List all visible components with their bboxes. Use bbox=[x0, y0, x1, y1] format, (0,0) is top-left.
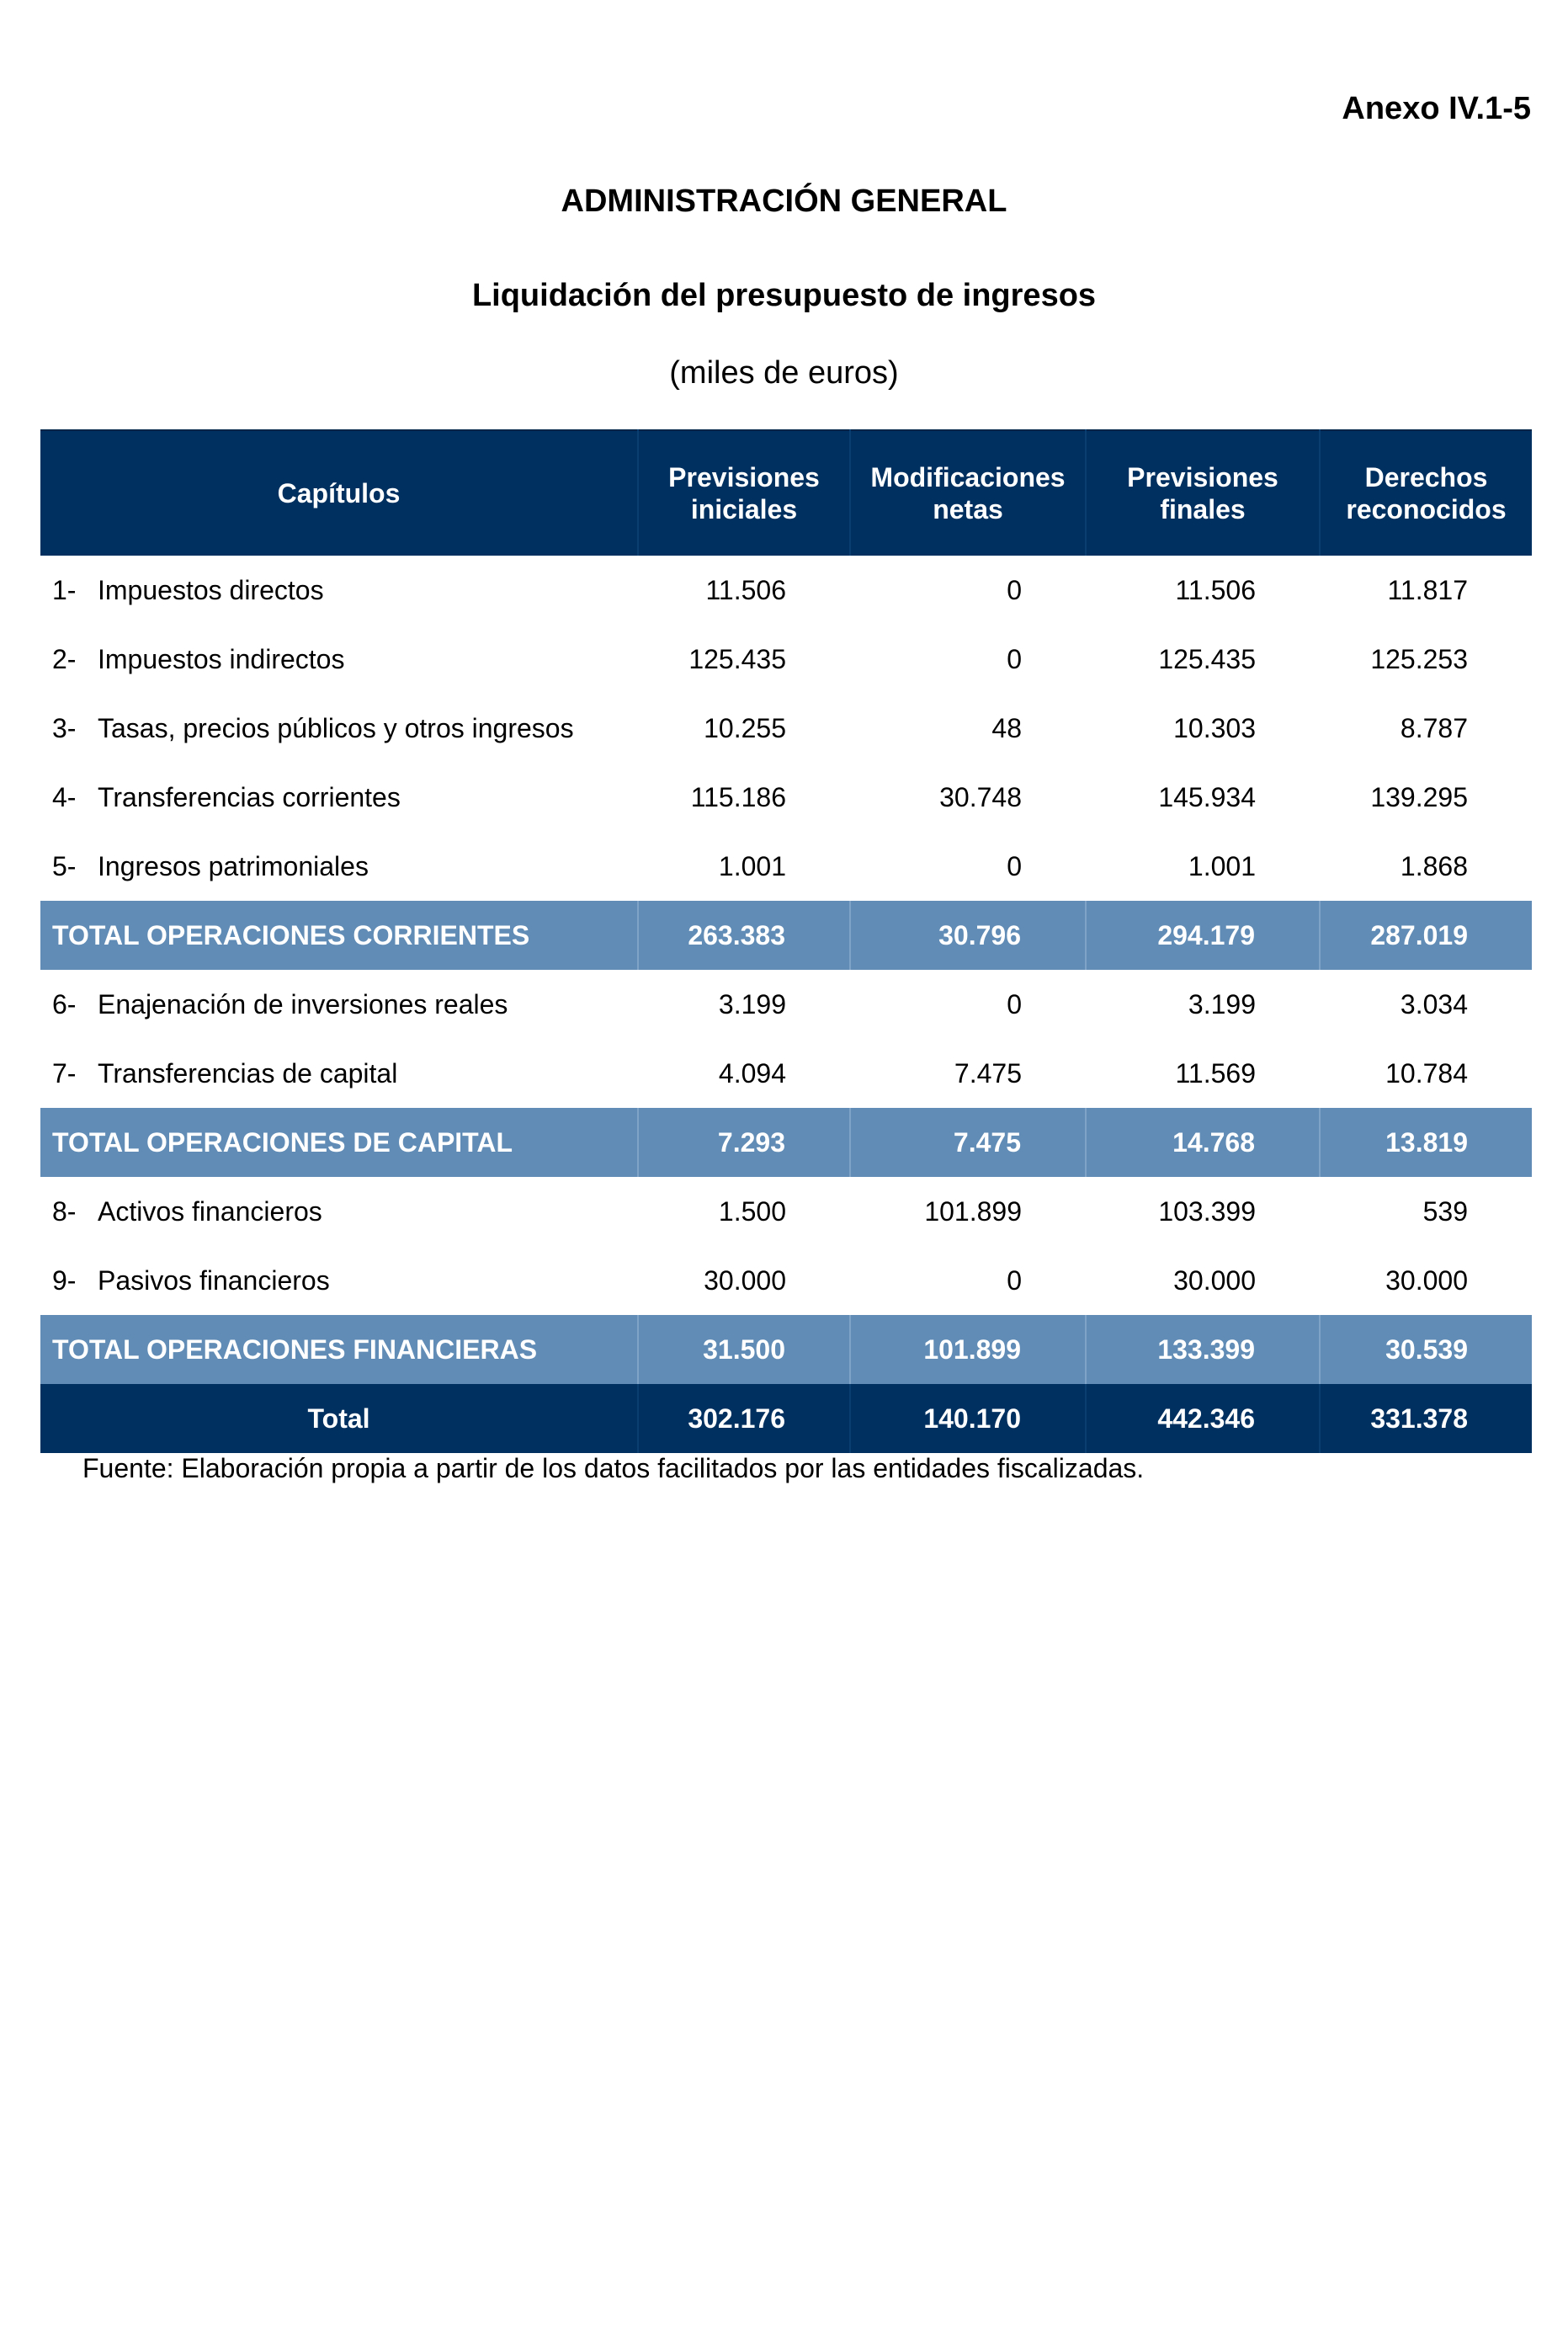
cell-previsiones-finales: 30.000 bbox=[1173, 1264, 1256, 1296]
cell-previsiones-finales: 125.435 bbox=[1158, 643, 1256, 674]
header-modificaciones-netas bbox=[850, 430, 1086, 556]
row-label bbox=[40, 1177, 638, 1246]
row-label bbox=[40, 763, 638, 832]
chapter-name: Transferencias de capital bbox=[98, 1057, 398, 1089]
chapter-number: 7- bbox=[52, 1057, 77, 1089]
cell-modificaciones-netas: 0 bbox=[1007, 850, 1022, 881]
table-row bbox=[40, 1246, 1532, 1315]
subtotal-label: TOTAL OPERACIONES FINANCIERAS bbox=[40, 1315, 638, 1384]
chapter-name: Ingresos patrimoniales bbox=[98, 850, 369, 881]
total-row bbox=[40, 1384, 1532, 1453]
cell-derechos-reconocidos: 139.295 bbox=[1370, 781, 1468, 812]
table-row bbox=[40, 625, 1532, 694]
cell-previsiones-iniciales: 1.001 bbox=[718, 850, 786, 881]
chapter-name: Pasivos financieros bbox=[98, 1264, 330, 1296]
row-label bbox=[40, 694, 638, 763]
cell-modificaciones-netas: 30.748 bbox=[939, 781, 1022, 812]
subtotal-label: TOTAL OPERACIONES DE CAPITAL bbox=[40, 1108, 638, 1177]
cell-derechos-reconocidos: 30.000 bbox=[1385, 1264, 1468, 1296]
cell-previsiones-finales: 1.001 bbox=[1188, 850, 1256, 881]
row-label bbox=[40, 1246, 638, 1315]
chapter-number: 3- bbox=[52, 712, 77, 743]
cell-derechos-reconocidos: 8.787 bbox=[1400, 712, 1468, 743]
cell-previsiones-iniciales: 302.176 bbox=[638, 1384, 850, 1453]
cell-modificaciones-netas: 7.475 bbox=[954, 1057, 1022, 1089]
header-line: Derechos bbox=[1364, 462, 1488, 492]
cell-derechos-reconocidos: 539 bbox=[1422, 1195, 1468, 1227]
cell-derechos-reconocidos: 125.253 bbox=[1370, 643, 1468, 674]
cell-modificaciones-netas: 101.899 bbox=[850, 1315, 1086, 1384]
header-derechos-reconocidos bbox=[1320, 430, 1532, 556]
cell-derechos-reconocidos: 331.378 bbox=[1320, 1384, 1532, 1453]
header-line: Modificaciones bbox=[870, 462, 1066, 492]
chapter-number: 9- bbox=[52, 1264, 77, 1296]
row-label bbox=[40, 556, 638, 625]
cell-previsiones-finales: 10.303 bbox=[1173, 712, 1256, 743]
cell-previsiones-iniciales: 263.383 bbox=[638, 901, 850, 970]
chapter-name: Activos financieros bbox=[98, 1195, 322, 1227]
chapter-name: Tasas, precios públicos y otros ingresos bbox=[98, 712, 574, 743]
chapter-number: 1- bbox=[52, 574, 77, 605]
cell-previsiones-finales: 294.179 bbox=[1086, 901, 1320, 970]
table-row bbox=[40, 1177, 1532, 1246]
header-line: iniciales bbox=[690, 494, 798, 524]
header-line: finales bbox=[1160, 494, 1246, 524]
chapter-number: 2- bbox=[52, 643, 77, 674]
cell-previsiones-iniciales: 31.500 bbox=[638, 1315, 850, 1384]
header-line: Previsiones bbox=[1127, 462, 1278, 492]
cell-modificaciones-netas: 0 bbox=[1007, 574, 1022, 605]
table-row bbox=[40, 970, 1532, 1039]
cell-previsiones-finales: 3.199 bbox=[1188, 988, 1256, 1019]
cell-derechos-reconocidos: 13.819 bbox=[1320, 1108, 1532, 1177]
row-label bbox=[40, 832, 638, 901]
cell-modificaciones-netas: 140.170 bbox=[850, 1384, 1086, 1453]
table-row bbox=[40, 694, 1532, 763]
table-row bbox=[40, 832, 1532, 901]
cell-modificaciones-netas: 101.899 bbox=[924, 1195, 1022, 1227]
cell-previsiones-iniciales: 11.506 bbox=[705, 574, 786, 605]
annex-label: Anexo IV.1-5 bbox=[1342, 91, 1531, 126]
row-label bbox=[40, 625, 638, 694]
cell-modificaciones-netas: 0 bbox=[1007, 643, 1022, 674]
cell-previsiones-iniciales: 7.293 bbox=[638, 1108, 850, 1177]
cell-derechos-reconocidos: 1.868 bbox=[1400, 850, 1468, 881]
cell-previsiones-finales: 103.399 bbox=[1158, 1195, 1256, 1227]
header-previsiones-finales bbox=[1086, 430, 1320, 556]
cell-derechos-reconocidos: 287.019 bbox=[1320, 901, 1532, 970]
cell-modificaciones-netas: 7.475 bbox=[850, 1108, 1086, 1177]
budget-table bbox=[40, 429, 1532, 1453]
cell-previsiones-finales: 133.399 bbox=[1086, 1315, 1320, 1384]
cell-previsiones-finales: 442.346 bbox=[1086, 1384, 1320, 1453]
chapter-name: Enajenación de inversiones reales bbox=[98, 988, 508, 1019]
page-title: ADMINISTRACIÓN GENERAL bbox=[561, 184, 1007, 219]
chapter-number: 4- bbox=[52, 781, 77, 812]
cell-previsiones-finales: 11.506 bbox=[1175, 574, 1256, 605]
cell-previsiones-iniciales: 10.255 bbox=[704, 712, 786, 743]
cell-previsiones-iniciales: 3.199 bbox=[718, 988, 786, 1019]
table-header-row bbox=[40, 430, 1532, 556]
cell-derechos-reconocidos: 3.034 bbox=[1400, 988, 1468, 1019]
table-row bbox=[40, 556, 1532, 625]
table-row bbox=[40, 1039, 1532, 1108]
cell-derechos-reconocidos: 11.817 bbox=[1387, 574, 1468, 605]
subtotal-row-capital bbox=[40, 1108, 1532, 1177]
header-line: Previsiones bbox=[668, 462, 820, 492]
cell-modificaciones-netas: 48 bbox=[991, 712, 1022, 743]
cell-previsiones-iniciales: 1.500 bbox=[718, 1195, 786, 1227]
chapter-name: Impuestos directos bbox=[98, 574, 324, 605]
cell-previsiones-finales: 11.569 bbox=[1175, 1057, 1256, 1089]
cell-modificaciones-netas: 0 bbox=[1007, 1264, 1022, 1296]
cell-previsiones-iniciales: 30.000 bbox=[704, 1264, 786, 1296]
cell-previsiones-iniciales: 115.186 bbox=[690, 781, 786, 812]
units-note: (miles de euros) bbox=[669, 355, 899, 391]
chapter-number: 8- bbox=[52, 1195, 77, 1227]
cell-modificaciones-netas: 0 bbox=[1007, 988, 1022, 1019]
cell-previsiones-finales: 14.768 bbox=[1086, 1108, 1320, 1177]
header-line: reconocidos bbox=[1346, 494, 1507, 524]
chapter-name: Transferencias corrientes bbox=[98, 781, 401, 812]
header-previsiones-iniciales bbox=[638, 430, 850, 556]
header-capitulos: Capítulos bbox=[40, 430, 638, 556]
cell-previsiones-finales: 145.934 bbox=[1158, 781, 1256, 812]
row-label bbox=[40, 970, 638, 1039]
cell-previsiones-iniciales: 125.435 bbox=[688, 643, 786, 674]
cell-derechos-reconocidos: 10.784 bbox=[1385, 1057, 1468, 1089]
cell-modificaciones-netas: 30.796 bbox=[850, 901, 1086, 970]
subtotal-row-corrientes bbox=[40, 901, 1532, 970]
header-line: netas bbox=[933, 494, 1003, 524]
total-label: Total bbox=[40, 1384, 638, 1453]
chapter-name: Impuestos indirectos bbox=[98, 643, 345, 674]
cell-previsiones-iniciales: 4.094 bbox=[718, 1057, 786, 1089]
row-label bbox=[40, 1039, 638, 1108]
subtotal-row-financieras bbox=[40, 1315, 1532, 1384]
source-note: Fuente: Elaboración propia a partir de los datos facilitados por las entidades fiscalizadas. bbox=[82, 1453, 1145, 1483]
table-row bbox=[40, 763, 1532, 832]
cell-derechos-reconocidos: 30.539 bbox=[1320, 1315, 1532, 1384]
chapter-number: 6- bbox=[52, 988, 77, 1019]
chapter-number: 5- bbox=[52, 850, 77, 881]
page-subtitle: Liquidación del presupuesto de ingresos bbox=[471, 278, 1097, 313]
subtotal-label: TOTAL OPERACIONES CORRIENTES bbox=[40, 901, 638, 970]
